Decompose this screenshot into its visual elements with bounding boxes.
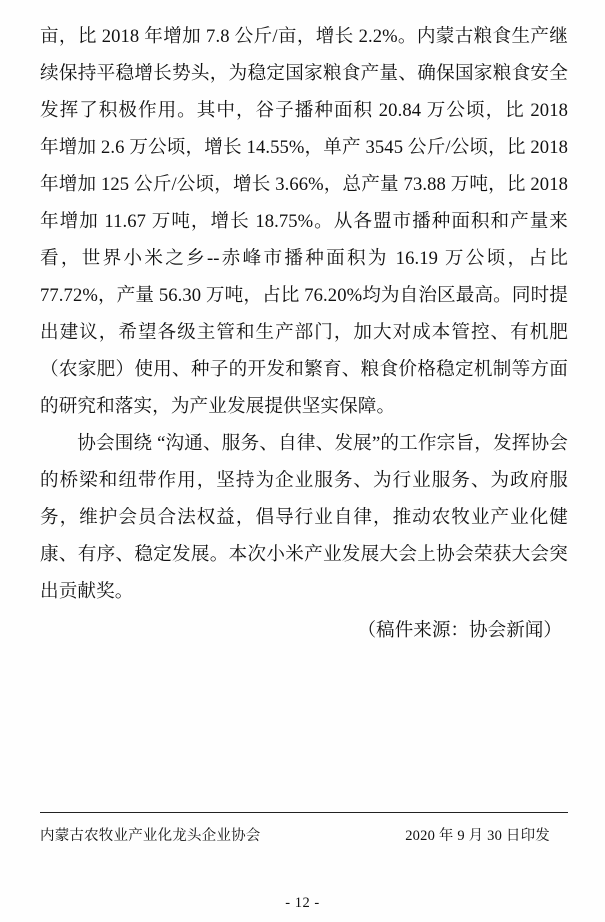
paragraph-association-purpose: 协会围绕 “沟通、服务、自律、发展”的工作宗旨，发挥协会的桥梁和纽带作用，坚持为企业服务、为行业服务、为政府服务，维护会员合法权益，倡导行业自律，推动农牧业产业化健康、有序、稳定发展。本次小米产业发展大会上协会荣获大会突出贡献奖。: [40, 433, 568, 602]
page-number: - 12 -: [285, 895, 320, 911]
footer-organization: 内蒙古农牧业产业化龙头企业协会: [40, 828, 261, 844]
document-body: [40, 18, 568, 649]
footer-divider: [40, 812, 568, 813]
page-footer: [40, 824, 568, 845]
paragraph-grain-statistics: 亩，比 2018 年增加 7.8 公斤/亩，增长 2.2%。内蒙古粮食生产继续保持平稳增长势头，为稳定国家粮食产量、确保国家粮食安全发挥了积极作用。其中，谷子播种面积 20.84 万公顷，比 2018 年增加 2.6 万公顷，增长 14.55%，单产 3545 公斤/公顷，比 2018 年增加 125 公斤/公顷，增长 3.66%，总产量 73.88 万吨，比 2018 年增加 11.67 万吨，增长 18.75%。从各盟市播种面积和产量来看，世界小米之乡--赤峰市播种面积为 16.19 万公顷，占比 77.72%，产量 56.30 万吨，占比 76.20%均为自治区最高。同时提出建议，希望各级主管和生产部门，加大对成本管控、有机肥（农家肥）使用、种子的开发和繁育、粮食价格稳定机制等方面的研究和落实，为产业发展提供坚实保障。: [40, 26, 568, 417]
footer-issue-date: 2020 年 9 月 30 日印发: [405, 828, 550, 844]
source-note: （稿件来源：协会新闻）: [357, 620, 562, 641]
